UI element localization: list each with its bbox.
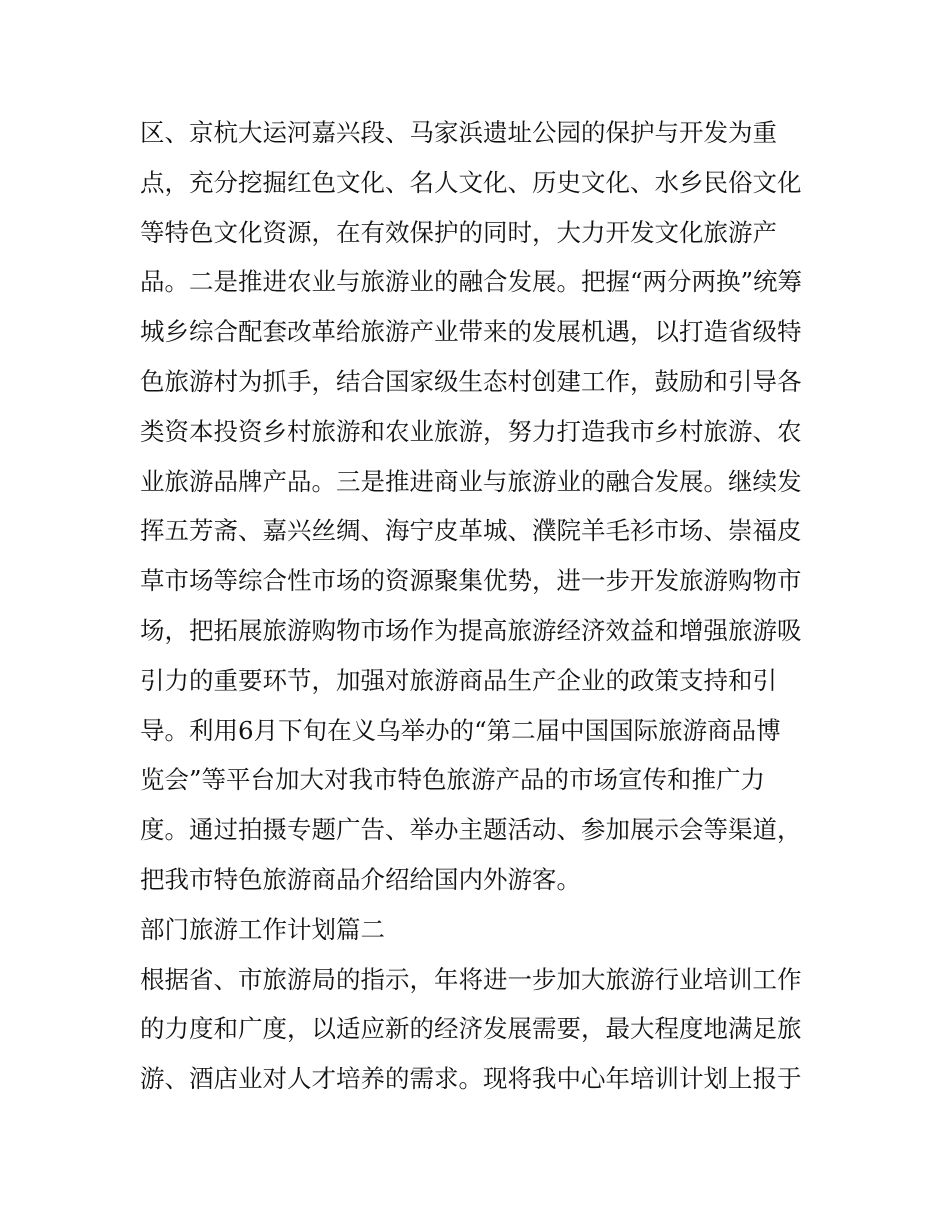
section-heading: 部门旅游工作计划篇二 [140,914,385,944]
text-line: 览会”等平台加大对我市特色旅游产品的市场宣传和推广力 [140,765,766,795]
text-line: 根据省、市旅游局的指示，年将进一步加大旅游行业培训工作 [140,964,802,994]
document-body [140,108,830,1104]
text-line: 草市场等综合性市场的资源聚集优势，进一步开发旅游购物市 [140,566,802,596]
text-line: 点，充分挖掘红色文化、名人文化、历史文化、水乡民俗文化 [140,167,802,197]
text-line: 把我市特色旅游商品介绍给国内外游客。 [140,864,581,894]
text-line: 游、酒店业对人才培养的需求。现将我中心年培训计划上报于 [140,1064,802,1094]
text-line: 品。二是推进农业与旅游业的融合发展。把握“两分两换”统筹 [140,267,803,297]
text-line: 类资本投资乡村旅游和农业旅游，努力打造我市乡村旅游、农 [140,416,802,446]
text-line: 等特色文化资源，在有效保护的同时，大力开发文化旅游产 [140,217,777,247]
text-line: 引力的重要环节，加强对旅游商品生产企业的政策支持和引 [140,665,777,695]
text-line: 挥五芳斋、嘉兴丝绸、海宁皮革城、濮院羊毛衫市场、崇福皮 [140,516,802,546]
text-line: 度。通过拍摄专题广告、举办主题活动、参加展示会等渠道， [140,815,802,845]
text-line: 业旅游品牌产品。三是推进商业与旅游业的融合发展。继续发 [140,466,802,496]
text-line: 的力度和广度，以适应新的经济发展需要，最大程度地满足旅 [140,1014,802,1044]
text-line: 场，把拓展旅游购物市场作为提高旅游经济效益和增强旅游吸 [140,615,802,645]
text-line: 城乡综合配套改革给旅游产业带来的发展机遇，以打造省级特 [140,317,802,347]
text-line: 色旅游村为抓手，结合国家级生态村创建工作，鼓励和引导各 [140,366,802,396]
text-line: 导。利用6月下旬在义乌举办的“第二届中国国际旅游商品博 [140,715,781,745]
text-line: 区、京杭大运河嘉兴段、马家浜遗址公园的保护与开发为重 [140,118,777,147]
